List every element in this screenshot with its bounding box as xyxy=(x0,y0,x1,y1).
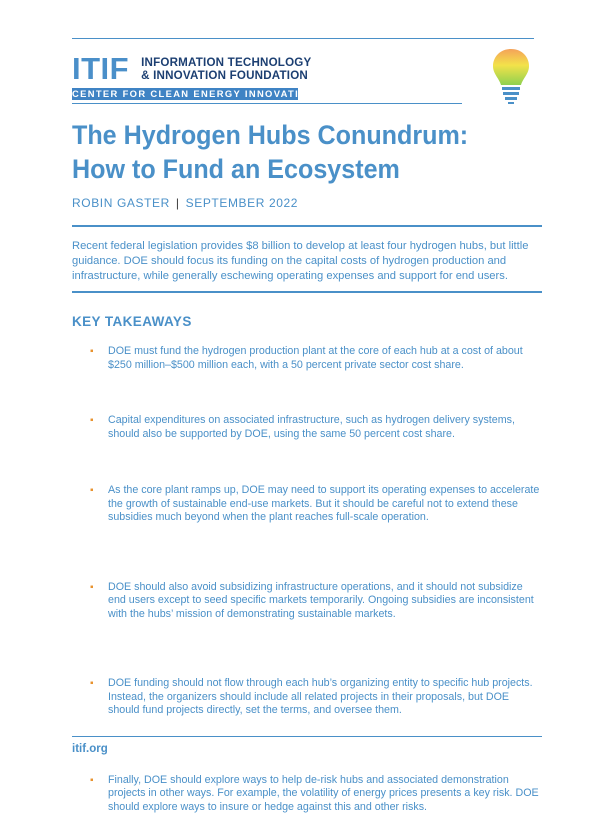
footer-site-link[interactable]: itif.org xyxy=(72,743,108,755)
bullet-icon: ▪ xyxy=(90,677,94,691)
byline-separator: | xyxy=(176,196,180,210)
itif-logo[interactable] xyxy=(72,52,302,86)
logo-mark: ITIF xyxy=(72,54,129,84)
summary-text: Recent federal legislation provides $8 billion to develop at least four hydrogen hubs, but little guidance. DOE should focus its funding on the capital costs of hydrogen production and infrastructure, while generally eschewing operating expenses and support for end users. xyxy=(72,239,542,285)
list-item xyxy=(90,774,540,814)
takeaway-text: DOE should also avoid subsidizing infrastructure operations, and it should not subsidize end users except to seed specific markets temporarily. Ongoing subsidies are inconsistent with the hubs’ mission of demonstrating sustainable markets. xyxy=(108,581,534,620)
page-title xyxy=(72,118,500,186)
list-item xyxy=(90,345,540,372)
logo-name-line1: INFORMATION TECHNOLOGY xyxy=(141,56,311,69)
list-item xyxy=(90,677,540,718)
takeaway-text: DOE must fund the hydrogen production plant at the core of each hub at a cost of about $250 million–$500 million each, with a 50 percent private sector cost share. xyxy=(108,345,523,371)
key-takeaways-heading: KEY TAKEAWAYS xyxy=(72,314,192,329)
list-item xyxy=(90,484,540,525)
logo-name-line2: & INNOVATION FOUNDATION xyxy=(141,69,311,82)
bullet-icon: ▪ xyxy=(90,484,94,498)
takeaway-text: DOE funding should not flow through each hub’s organizing entity to specific hub projects. Instead, the organizers should include all related projects in their proposals, but DOE should fund projects directly, set the terms, and oversee them. xyxy=(108,677,533,716)
title-line-2: How to Fund an Ecosystem xyxy=(72,152,500,186)
lightbulb-icon xyxy=(491,47,531,105)
takeaway-text: Capital expenditures on associated infrastructure, such as hydrogen delivery systems, should also be supported by DOE, using the same 50 percent cost share. xyxy=(108,414,515,440)
byline xyxy=(72,196,298,210)
logo-org-name xyxy=(141,56,311,82)
header-rule xyxy=(72,103,462,104)
summary-bottom-rule xyxy=(72,291,542,293)
center-banner: CENTER FOR CLEAN ENERGY INNOVATION xyxy=(72,88,298,100)
top-rule xyxy=(72,38,534,39)
bullet-icon: ▪ xyxy=(90,414,94,428)
list-item xyxy=(90,581,540,622)
title-line-1: The Hydrogen Hubs Conundrum: xyxy=(72,118,500,152)
key-takeaways-list xyxy=(90,345,540,561)
takeaway-text: As the core plant ramps up, DOE may need to support its operating expenses to accelerate the growth of sustainable end-use markets. But it should be careful not to extend these subsidies much beyond when the plant reaches full-scale operation. xyxy=(108,484,539,523)
bullet-icon: ▪ xyxy=(90,581,94,595)
summary-top-rule xyxy=(72,225,542,227)
bullet-icon: ▪ xyxy=(90,345,94,359)
bullet-icon: ▪ xyxy=(90,774,94,788)
list-item xyxy=(90,414,540,441)
takeaway-text: Finally, DOE should explore ways to help de-risk hubs and associated demonstration projects in other ways. For example, the volatility of energy prices presents a key risk. DOE should explore ways to insure or hedge against this and other risks. xyxy=(108,774,539,813)
footer-rule xyxy=(72,736,542,737)
publish-date: SEPTEMBER 2022 xyxy=(186,196,298,210)
author: ROBIN GASTER xyxy=(72,196,170,210)
